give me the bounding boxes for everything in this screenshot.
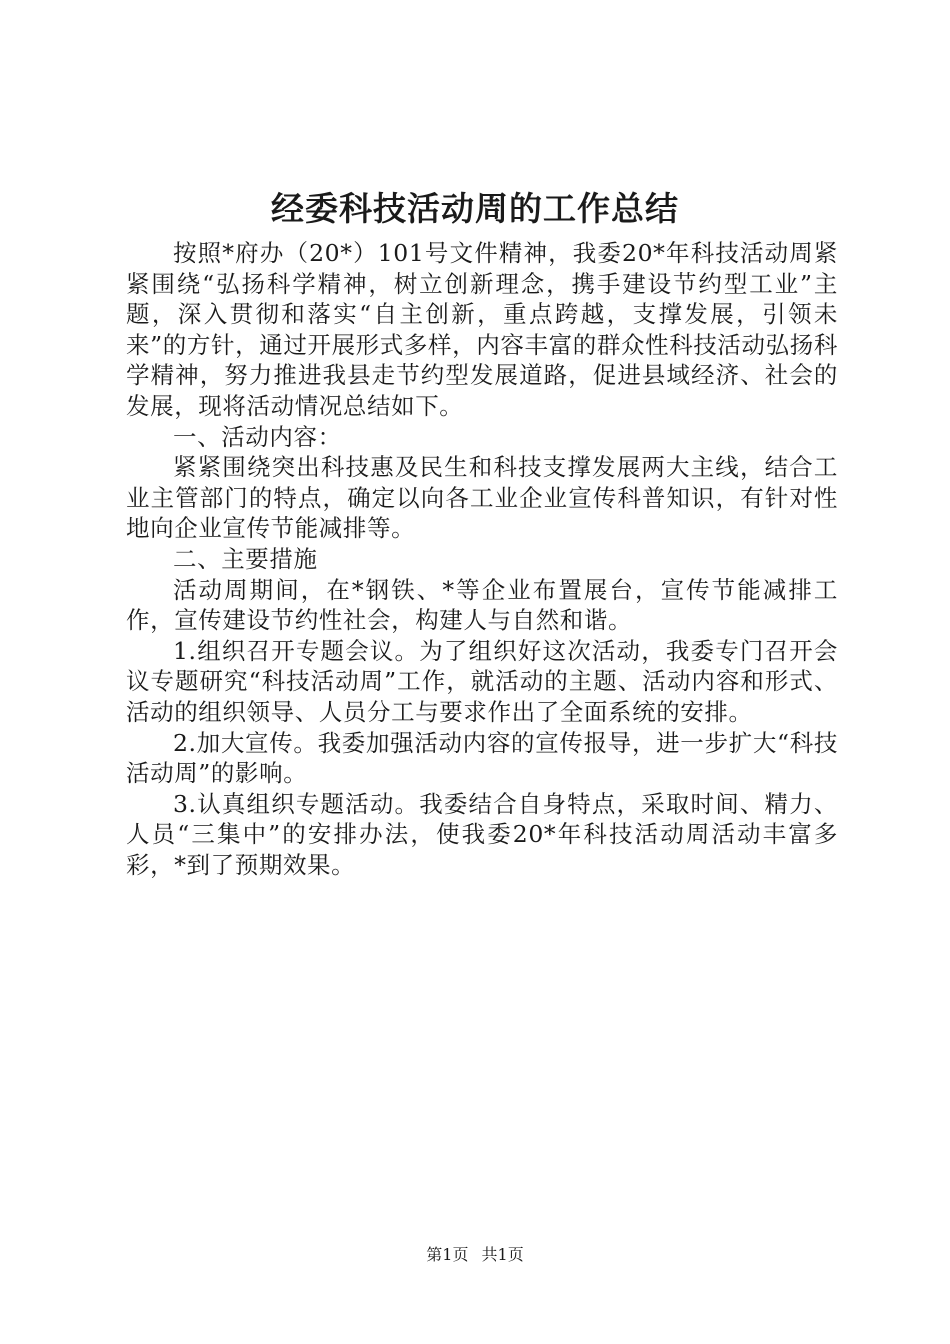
page-footer xyxy=(0,1244,950,1266)
paragraph-measure-2: 2.加大宣传。我委加强活动内容的宣传报导，进一步扩大“科技活动周”的影响。 xyxy=(126,728,838,788)
paragraph-measure-3: 3.认真组织专题活动。我委结合自身特点，采取时间、精力、人员“三集中”的安排办法，使我委20*年科技活动周活动丰富多彩，*到了预期效果。 xyxy=(126,789,838,879)
paragraph-activity-content: 紧紧围绕突出科技惠及民生和科技支撑发展两大主线，结合工业主管部门的特点，确定以向各工业企业宣传科普知识，有针对性地向企业宣传节能减排等。 xyxy=(126,453,838,543)
paragraph-measure-1: 1.组织召开专题会议。为了组织好这次活动，我委专门召开会议专题研究“科技活动周”工作，就活动的主题、活动内容和形式、活动的组织领导、人员分工与要求作出了全面系统的安排。 xyxy=(126,636,838,726)
document-body xyxy=(126,238,838,880)
paragraph-intro: 按照*府办（20*）101号文件精神，我委20*年科技活动周紧紧围绕“弘扬科学精神，树立创新理念，携手建设节约型工业”主题，深入贯彻和落实“自主创新，重点跨越，支撑发展，引领未来”的方针，通过开展形式多样，内容丰富的群众性科技活动弘扬科学精神，努力推进我县走节约型发展道路，促进县域经济、社会的发展，现将活动情况总结如下。 xyxy=(126,239,838,420)
section-heading-main-measures: 二、主要措施 xyxy=(173,544,318,573)
section-heading-activity-content: 一、活动内容： xyxy=(173,422,342,451)
paragraph-measures-intro: 活动周期间，在*钢铁、*等企业布置展台，宣传节能减排工作，宣传建设节约性社会，构建人与自然和谐。 xyxy=(126,575,838,635)
page-number: 第1页 xyxy=(426,1245,469,1264)
document-title: 经委科技活动周的工作总结 xyxy=(271,189,679,228)
page-count: 共1页 xyxy=(481,1245,524,1264)
